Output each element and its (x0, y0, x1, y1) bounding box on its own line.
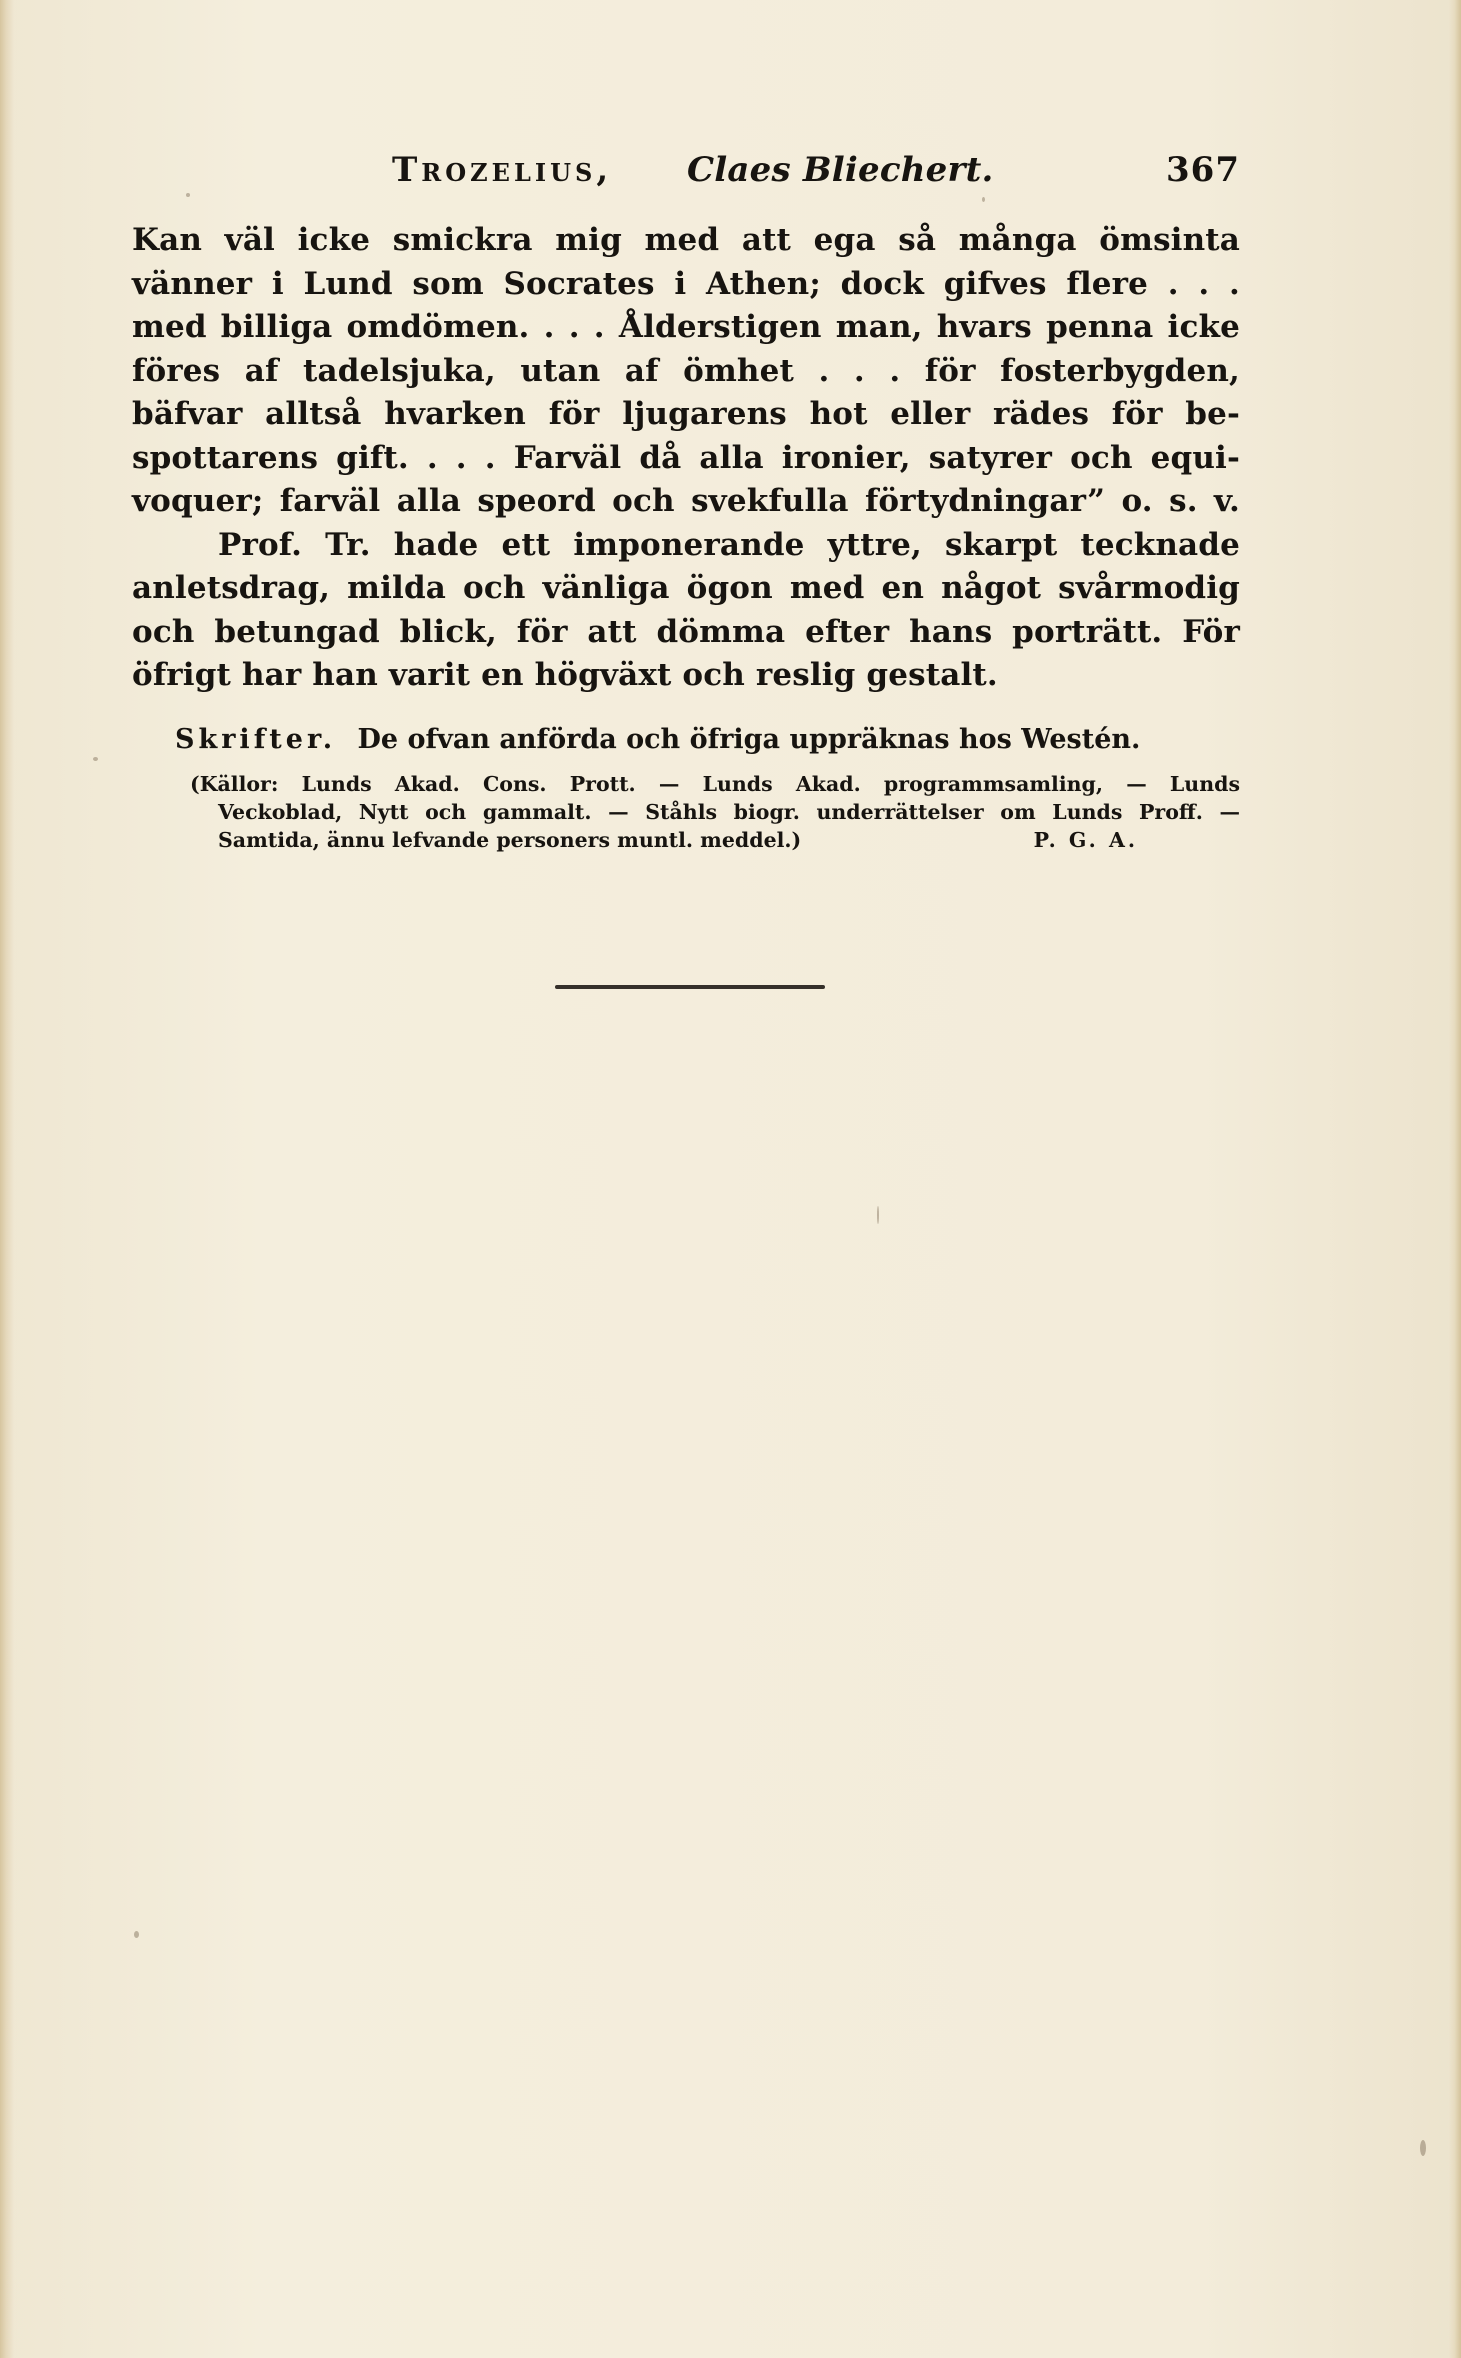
text-line: anletsdrag, milda och vänliga ögon med en något svårmodig (132, 570, 1240, 606)
sources-final-line (132, 826, 1240, 854)
text-line: föres af tadelsjuka, utan af ömhet . . . för fosterbygden, (132, 352, 1240, 389)
sources-line: Samtida, ännu lefvande personers muntl. meddel.) (218, 827, 802, 852)
paper-speck (877, 1206, 879, 1224)
text-line: Prof. Tr. hade ett imponerande yttre, skarpt tecknade (218, 526, 1240, 563)
running-head (132, 145, 1240, 195)
writings-text: De ofvan anförda och öfriga uppräknas hos Westén. (357, 723, 1141, 755)
sources-line: Veckoblad, Nytt och gammalt. — Ståhls biogr. underrättelser om Lunds Proff. — (218, 799, 1240, 824)
page-right-edge (1449, 0, 1461, 2358)
paper-speck (134, 1931, 139, 1938)
sources-line: (Källor: Lunds Akad. Cons. Prott. — Lunds Akad. programmsamling, — Lunds (190, 771, 1240, 796)
biography-text (132, 219, 1240, 698)
text-line: med billiga omdömen. . . . Ålderstigen man, hvars penna icke (132, 309, 1240, 345)
article-author-initials: P. G. A. (1033, 827, 1138, 852)
section-divider (555, 985, 825, 989)
page-left-edge (0, 0, 14, 2358)
text-line: Kan väl icke smickra mig med att ega så många ömsinta (132, 222, 1240, 258)
paper-speck (1420, 2140, 1426, 2156)
text-line: spottarens gift. . . . Farväl då alla ironier, satyrer och equi- (132, 439, 1240, 476)
page-number: 367 (1166, 150, 1240, 190)
page-content (132, 145, 1240, 854)
text-line: vänner i Lund som Socrates i Athen; dock gifves flere . . . (132, 265, 1240, 302)
paper-speck (93, 757, 98, 761)
text-line: voquer; farväl alla speord och svekfulla förtydningar” o. s. v. (132, 483, 1240, 519)
sources-note (132, 770, 1240, 854)
running-head-subject: Claes Bliechert. (687, 150, 994, 190)
writings-note (132, 720, 1240, 760)
text-line: och betungad blick, för att dömma efter hans porträtt. För (132, 613, 1240, 650)
text-line: öfrigt har han varit en högväxt och reslig gestalt. (132, 657, 998, 693)
text-line: bäfvar alltså hvarken för ljugarens hot eller rädes för be- (132, 396, 1240, 432)
writings-label: Skrifter. (175, 723, 337, 755)
running-head-name: Trozelius, (392, 150, 613, 190)
